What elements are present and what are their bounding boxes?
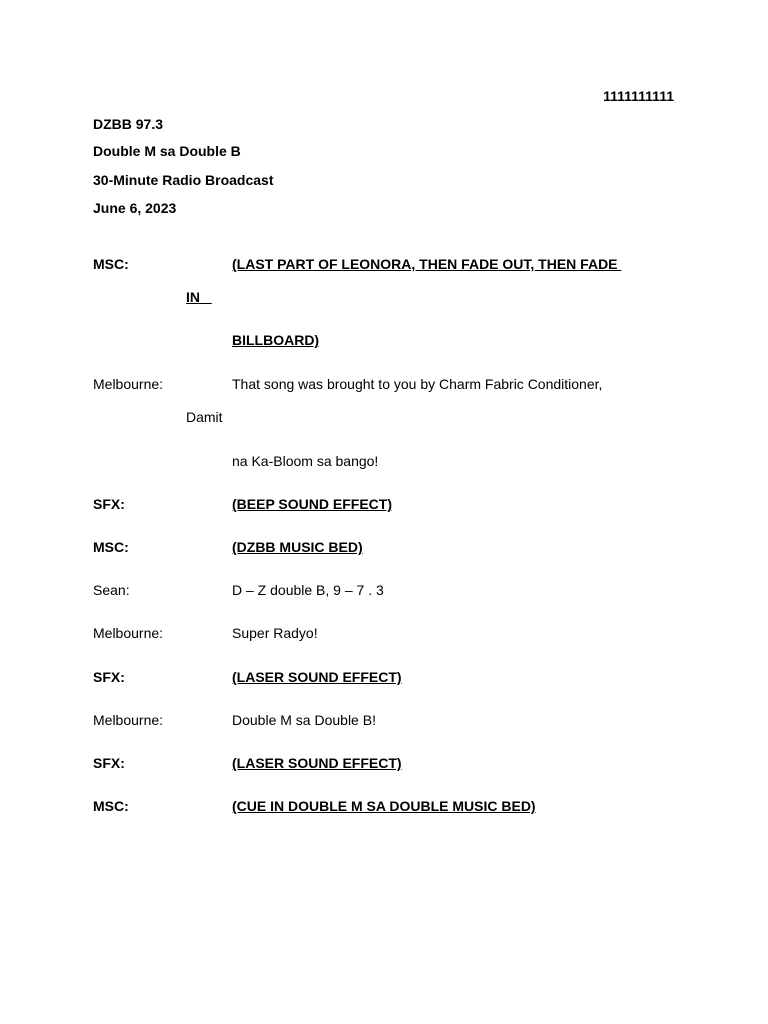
speaker-label: Sean: [93, 582, 130, 598]
speaker-label: Melbourne: [93, 376, 164, 392]
station-name: DZBB 97.3 [93, 116, 164, 132]
dialogue-line: Super Radyo! [232, 625, 318, 641]
dialogue-line: D – Z double B, 9 – 7 . 3 [232, 582, 384, 598]
cue-line: (BEEP SOUND EFFECT) [232, 496, 392, 512]
speaker-label: MSC: [93, 539, 129, 555]
cue-line: (LASER SOUND EFFECT) [232, 755, 402, 771]
speaker-label: SFX: [93, 496, 125, 512]
speaker-label: MSC: [93, 798, 129, 814]
cue-line-continued: BILLBOARD) [232, 332, 320, 348]
page-number: 1111111111 [603, 88, 674, 104]
speaker-label: Melbourne: [93, 625, 164, 641]
cue-line: (DZBB MUSIC BED) [232, 539, 363, 555]
speaker-label: MSC: [93, 256, 129, 272]
cue-line: (CUE IN DOUBLE M SA DOUBLE MUSIC BED) [232, 798, 536, 814]
broadcast-format: 30-Minute Radio Broadcast [93, 172, 274, 188]
broadcast-date: June 6, 2023 [93, 200, 177, 216]
dialogue-line-continued: na Ka-Bloom sa bango! [232, 453, 379, 469]
dialogue-line: Double M sa Double B! [232, 712, 376, 728]
cue-line: (LAST PART OF LEONORA, THEN FADE OUT, THEN FADE [232, 256, 622, 272]
speaker-label: Melbourne: [93, 712, 164, 728]
cue-line: (LASER SOUND EFFECT) [232, 669, 402, 685]
speaker-label: SFX: [93, 669, 125, 685]
cue-line-wrap: IN [186, 289, 212, 305]
speaker-label: SFX: [93, 755, 125, 771]
dialogue-line-wrap: Damit [186, 409, 223, 425]
program-title: Double M sa Double B [93, 143, 241, 159]
dialogue-line: That song was brought to you by Charm Fabric Conditioner, [232, 376, 603, 392]
